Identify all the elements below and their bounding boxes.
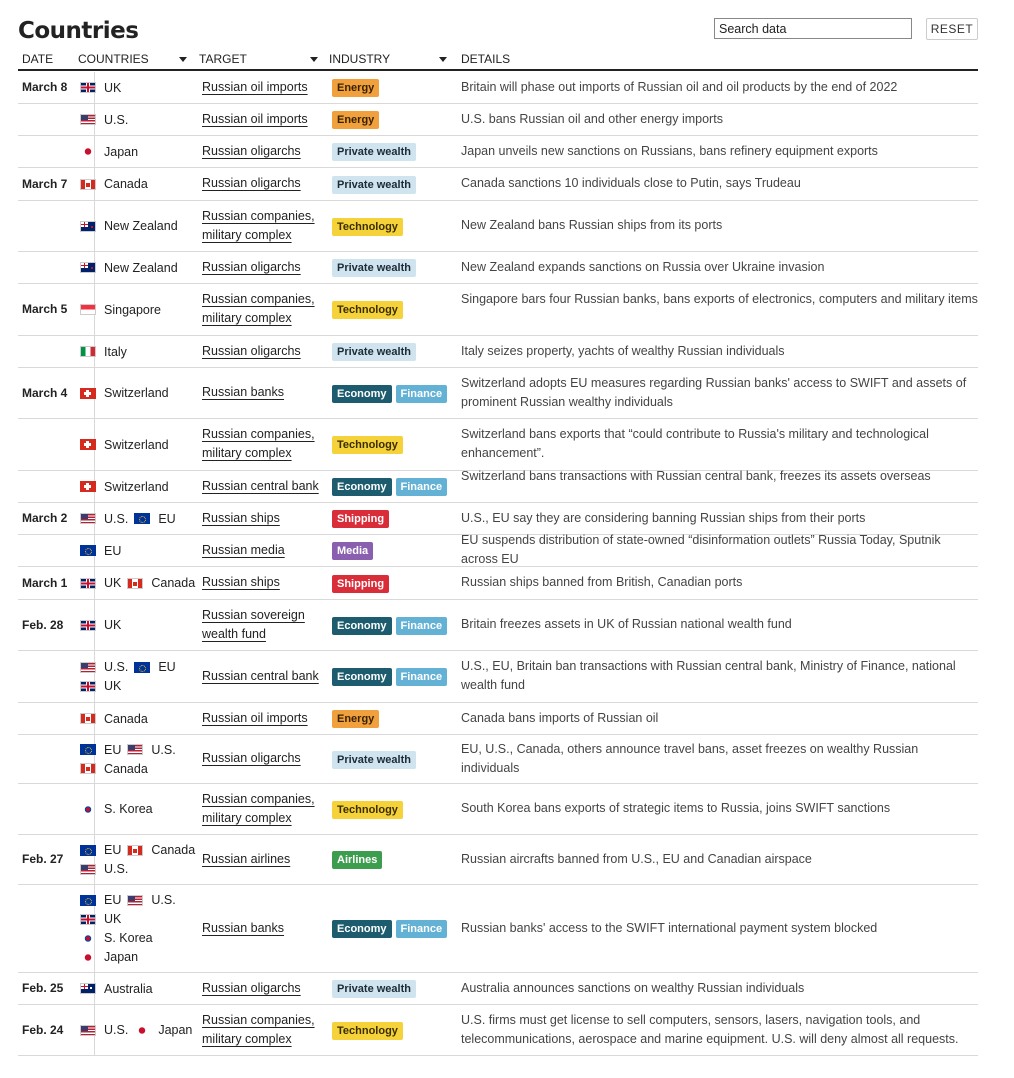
target-cell <box>202 425 320 463</box>
row-date: Feb. 25 <box>22 981 64 995</box>
country-name: Singapore <box>104 302 161 317</box>
industry-badge: Energy <box>332 79 379 97</box>
flag-uk-icon <box>80 578 96 589</box>
details-text: Britain will phase out imports of Russian oil and oil products by the end of 2022 <box>461 79 898 94</box>
industry-filter-chevron-icon[interactable] <box>439 57 447 62</box>
countries-line <box>80 110 134 130</box>
details-text: Canada sanctions 10 individuals close to Putin, says Trudeau <box>461 176 801 190</box>
table-row <box>18 835 978 885</box>
countries-line <box>80 573 201 593</box>
industry-cell <box>332 617 447 635</box>
industry-cell <box>332 436 403 454</box>
flag-eu-icon <box>134 513 150 524</box>
table-row <box>18 104 978 136</box>
table-row <box>18 201 978 252</box>
country-name: U.S. <box>104 112 129 127</box>
target-link[interactable]: military complex <box>202 1031 292 1046</box>
countries-line <box>80 78 127 98</box>
countries-line <box>80 477 175 497</box>
details-text: EU, U.S., Canada, others announce travel bans, asset freezes on wealthy Russian individuals <box>461 741 919 775</box>
target-cell <box>202 919 320 938</box>
target-link[interactable]: Russian companies, <box>202 1012 315 1027</box>
countries-line <box>80 979 159 999</box>
country-name: UK <box>104 80 122 95</box>
industry-badge: Technology <box>332 1022 403 1040</box>
target-link[interactable]: Russian media <box>202 542 285 557</box>
industry-badge: Private wealth <box>332 259 416 277</box>
details-text: New Zealand bans Russian ships from its ports <box>461 218 723 232</box>
industry-badge: Technology <box>332 301 403 319</box>
industry-badge: Private wealth <box>332 176 416 194</box>
target-link[interactable]: Russian central bank <box>202 668 319 683</box>
industry-cell <box>332 920 447 938</box>
target-cell <box>202 667 320 686</box>
row-date: March 4 <box>22 385 68 400</box>
industry-badge: Media <box>332 542 373 560</box>
country-name: Canada <box>104 761 148 776</box>
flag-us-icon <box>80 114 96 125</box>
details-text: Switzerland adopts EU measures regarding Russian banks' access to SWIFT and assets of prominent Russian wealthy individuals <box>461 375 967 409</box>
countries-line <box>80 300 167 320</box>
flag-us-icon <box>80 1025 96 1036</box>
page-title: Countries <box>18 18 139 44</box>
target-link[interactable]: Russian oil imports <box>202 111 308 126</box>
industry-badge: Shipping <box>332 575 389 593</box>
details-text: Russian banks' access to the SWIFT international payment system blocked <box>461 920 878 935</box>
flag-ch-icon <box>80 481 96 492</box>
table-row <box>18 368 978 419</box>
flag-uk-icon <box>80 620 96 631</box>
countries-line <box>80 509 182 529</box>
industry-cell <box>332 751 416 769</box>
table-row <box>18 284 978 336</box>
countries-line <box>80 342 133 362</box>
flag-kr-icon <box>80 933 96 944</box>
industry-cell <box>332 575 389 593</box>
country-name: UK <box>104 679 122 693</box>
details-text: Singapore bars four Russian banks, bans exports of electronics, computers and military items <box>461 292 978 306</box>
target-cell <box>202 207 320 245</box>
industry-badge: Energy <box>332 111 379 129</box>
flag-eu-icon <box>80 895 96 906</box>
target-link[interactable]: Russian oil imports <box>202 710 308 725</box>
countries-line <box>80 799 159 819</box>
row-date: Feb. 24 <box>22 1022 64 1037</box>
details-text: U.S., EU, Britain ban transactions with Russian central bank, Ministry of Finance, national wealth fund <box>461 659 956 692</box>
target-cell <box>202 383 320 402</box>
countries-line <box>80 909 127 929</box>
industry-badge: Technology <box>332 801 403 819</box>
country-name: Switzerland <box>104 386 169 400</box>
country-name: UK <box>104 618 122 632</box>
countries-line <box>80 541 127 561</box>
table-row <box>18 600 978 651</box>
target-cell <box>202 342 320 361</box>
industry-cell <box>332 1022 403 1040</box>
target-cell <box>202 110 320 129</box>
row-date: March 7 <box>22 176 68 191</box>
countries-line <box>80 740 182 760</box>
target-link[interactable]: Russian oligarchs <box>202 176 301 190</box>
country-name: S. Korea <box>104 931 153 945</box>
industry-badge: Airlines <box>332 851 382 869</box>
country-name: Switzerland <box>104 479 169 494</box>
industry-badge: Technology <box>332 436 403 454</box>
country-name: EU <box>158 660 176 674</box>
industry-badge: Economy <box>332 668 392 686</box>
industry-cell <box>332 668 447 686</box>
flag-nz-icon <box>80 262 96 273</box>
countries-line <box>80 435 175 455</box>
column-header-target[interactable]: TARGET <box>199 52 247 66</box>
target-link[interactable]: military complex <box>202 311 292 325</box>
countries-line <box>80 676 127 696</box>
industry-cell <box>332 111 379 129</box>
industry-badge: Energy <box>332 710 379 728</box>
details-text: U.S. bans Russian oil and other energy imports <box>461 111 723 126</box>
country-name: Canada <box>151 843 196 857</box>
table-row <box>18 784 978 835</box>
industry-badge: Finance <box>396 920 448 938</box>
table-row <box>18 973 978 1005</box>
target-cell <box>202 979 320 998</box>
industry-badge: Finance <box>396 478 448 496</box>
industry-cell <box>332 176 416 194</box>
details-text: U.S. firms must get license to sell computers, sensors, lasers, navigation tools, and telecommunications, aerospace and marine equipment. U.S. will deny almost all requests. <box>461 1012 959 1046</box>
industry-badge: Technology <box>332 218 403 236</box>
flag-nz-icon <box>80 221 96 232</box>
industry-cell <box>332 980 416 998</box>
industry-badge: Shipping <box>332 510 389 528</box>
industry-cell <box>332 301 403 319</box>
country-name: EU <box>104 893 122 907</box>
flag-us-icon <box>80 864 96 875</box>
flag-ca-icon <box>127 845 143 856</box>
countries-line <box>80 928 159 948</box>
flag-kr-icon <box>80 804 96 815</box>
target-link[interactable]: Russian companies, <box>202 427 315 441</box>
table-header <box>18 50 978 71</box>
countries-filter-chevron-icon[interactable] <box>179 57 187 62</box>
target-link[interactable]: Russian banks <box>202 385 284 399</box>
countries-line <box>80 840 201 860</box>
flag-uk-icon <box>80 914 96 925</box>
country-name: U.S. <box>151 893 176 907</box>
details-text: South Korea bans exports of strategic items to Russia, joins SWIFT sanctions <box>461 801 891 815</box>
target-cell <box>202 541 320 560</box>
target-cell <box>202 258 320 277</box>
details-text: Japan unveils new sanctions on Russians, bans refinery equipment exports <box>461 143 878 158</box>
country-name: Italy <box>104 344 127 359</box>
flag-ch-icon <box>80 388 96 399</box>
industry-badge: Economy <box>332 617 392 635</box>
country-name: EU <box>158 511 176 526</box>
country-name: U.S. <box>151 742 176 757</box>
row-date: Feb. 28 <box>22 617 64 632</box>
target-cell <box>202 790 320 828</box>
target-cell <box>202 142 320 161</box>
countries-line <box>80 258 184 278</box>
country-name: UK <box>104 576 122 590</box>
row-date: March 2 <box>22 511 68 525</box>
industry-cell <box>332 851 382 869</box>
country-name: Switzerland <box>104 437 169 452</box>
target-link[interactable]: Russian central bank <box>202 478 319 493</box>
table-row <box>18 136 978 168</box>
row-date: March 5 <box>22 302 68 316</box>
flag-ch-icon <box>80 439 96 450</box>
details-text: Switzerland bans transactions with Russian central bank, freezes its assets overseas <box>461 469 931 483</box>
country-name: U.S. <box>104 660 129 674</box>
country-name: Canada <box>104 177 148 191</box>
country-name: Japan <box>158 1023 193 1037</box>
industry-badge: Economy <box>332 478 392 496</box>
target-cell <box>202 477 320 496</box>
country-name: U.S. <box>104 511 129 526</box>
target-link[interactable]: wealth fund <box>202 626 266 641</box>
flag-us-icon <box>127 744 143 755</box>
target-cell <box>202 709 320 728</box>
countries-line <box>80 1020 198 1040</box>
flag-us-icon <box>127 895 143 906</box>
industry-badge: Economy <box>332 385 392 403</box>
table-row <box>18 535 978 567</box>
industry-badge: Private wealth <box>332 343 416 361</box>
reset-button[interactable]: RESET <box>926 18 978 40</box>
target-link[interactable]: military complex <box>202 810 292 825</box>
row-date: March 1 <box>22 575 68 590</box>
target-cell <box>202 850 320 869</box>
countries-line <box>80 709 154 729</box>
flag-ca-icon <box>80 713 96 724</box>
flag-eu-icon <box>80 744 96 755</box>
details-text: Russian ships banned from British, Canadian ports <box>461 575 743 589</box>
countries-line <box>80 383 175 403</box>
target-link[interactable]: Russian airlines <box>202 851 291 866</box>
column-header-details[interactable]: DETAILS <box>461 52 511 66</box>
countries-line <box>80 615 127 635</box>
search-input[interactable] <box>714 18 912 39</box>
industry-cell <box>332 542 373 560</box>
target-link[interactable]: Russian oil imports <box>202 79 308 94</box>
table-row <box>18 252 978 284</box>
flag-sg-icon <box>80 304 96 315</box>
table-row <box>18 703 978 735</box>
flag-jp-icon <box>80 952 96 963</box>
column-header-industry[interactable]: INDUSTRY <box>329 52 391 66</box>
target-link[interactable]: Russian banks <box>202 920 284 935</box>
target-link[interactable]: Russian ships <box>202 575 280 589</box>
country-name: Australia <box>104 981 153 996</box>
flag-eu-icon <box>80 545 96 556</box>
details-text: U.S., EU say they are considering banning Russian ships from their ports <box>461 510 866 525</box>
target-cell <box>202 749 320 768</box>
industry-badge: Private wealth <box>332 980 416 998</box>
flag-au-icon <box>80 983 96 994</box>
target-cell <box>202 573 320 592</box>
target-link[interactable]: Russian ships <box>202 510 280 525</box>
table-row <box>18 168 978 201</box>
details-text: New Zealand expands sanctions on Russia over Ukraine invasion <box>461 259 825 274</box>
countries-line <box>80 142 144 162</box>
industry-badge: Private wealth <box>332 143 416 161</box>
target-link[interactable]: Russian oligarchs <box>202 343 301 358</box>
flag-ca-icon <box>80 179 96 190</box>
target-cell <box>202 174 320 193</box>
countries-line <box>80 759 154 779</box>
target-cell <box>202 1011 320 1049</box>
industry-cell <box>332 143 416 161</box>
industry-badge: Private wealth <box>332 751 416 769</box>
target-link[interactable]: Russian oligarchs <box>202 980 301 995</box>
country-name: EU <box>104 843 122 857</box>
flag-ca-icon <box>127 578 143 589</box>
country-name: Canada <box>151 576 196 590</box>
countries-line <box>80 657 182 677</box>
flag-us-icon <box>80 513 96 524</box>
countries-line <box>80 859 134 879</box>
country-name: New Zealand <box>104 260 178 275</box>
target-link[interactable]: Russian oligarchs <box>202 751 301 765</box>
industry-cell <box>332 478 447 496</box>
target-link[interactable]: Russian oligarchs <box>202 143 301 158</box>
target-link[interactable]: Russian sovereign <box>202 607 305 622</box>
table-row <box>18 1005 978 1056</box>
industry-badge: Finance <box>396 668 448 686</box>
target-cell <box>202 606 320 644</box>
country-name: U.S. <box>104 862 129 876</box>
target-link[interactable]: Russian oligarchs <box>202 259 301 274</box>
countries-line <box>80 216 184 236</box>
table-row <box>18 419 978 471</box>
details-text: Britain freezes assets in UK of Russian national wealth fund <box>461 617 792 631</box>
row-date: March 8 <box>22 80 68 94</box>
target-link[interactable]: military complex <box>202 227 292 242</box>
details-text: Italy seizes property, yachts of wealthy Russian individuals <box>461 343 785 358</box>
target-link[interactable]: military complex <box>202 446 292 460</box>
industry-cell <box>332 385 447 403</box>
details-text: Switzerland bans exports that “could contribute to Russia's military and technological enhancement”. <box>461 427 929 460</box>
row-date: Feb. 27 <box>22 852 64 866</box>
details-text: EU suspends distribution of state-owned “disinformation outlets” Russia Today, Sputnik across EU <box>461 533 941 566</box>
industry-cell <box>332 801 403 819</box>
country-name: Japan <box>104 950 139 964</box>
target-link[interactable]: Russian companies, <box>202 791 315 806</box>
table-row <box>18 885 978 973</box>
flag-uk-icon <box>80 681 96 692</box>
target-cell <box>202 509 320 528</box>
table-row <box>18 72 978 104</box>
details-text: Canada bans imports of Russian oil <box>461 710 659 725</box>
country-name: Japan <box>104 144 139 159</box>
target-cell <box>202 78 320 97</box>
details-text: Australia announces sanctions on wealthy Russian individuals <box>461 980 805 995</box>
country-name: EU <box>104 543 122 558</box>
flag-eu-icon <box>80 845 96 856</box>
country-name: EU <box>104 742 122 757</box>
table-row <box>18 471 978 503</box>
industry-badge: Economy <box>332 920 392 938</box>
target-filter-chevron-icon[interactable] <box>310 57 318 62</box>
flag-it-icon <box>80 346 96 357</box>
industry-badge: Finance <box>396 617 448 635</box>
country-name: UK <box>104 912 122 926</box>
table-row <box>18 735 978 784</box>
flag-eu-icon <box>134 662 150 673</box>
industry-cell <box>332 510 389 528</box>
industry-badge: Finance <box>396 385 448 403</box>
industry-cell <box>332 218 403 236</box>
table-row <box>18 567 978 600</box>
column-header-countries[interactable]: COUNTRIES <box>78 52 149 66</box>
table-row <box>18 336 978 368</box>
countries-line <box>80 890 182 910</box>
countries-line <box>80 174 154 194</box>
country-name: Canada <box>104 711 148 726</box>
industry-cell <box>332 343 416 361</box>
flag-uk-icon <box>80 82 96 93</box>
country-name: S. Korea <box>104 802 153 816</box>
industry-cell <box>332 259 416 277</box>
column-header-date[interactable]: DATE <box>22 52 54 66</box>
details-text: Russian aircrafts banned from U.S., EU and Canadian airspace <box>461 851 812 866</box>
flag-jp-icon <box>134 1025 150 1036</box>
table-row <box>18 651 978 703</box>
country-name: New Zealand <box>104 219 178 233</box>
target-link[interactable]: Russian companies, <box>202 292 315 306</box>
target-cell <box>202 290 320 328</box>
flag-jp-icon <box>80 146 96 157</box>
flag-ca-icon <box>80 763 96 774</box>
industry-cell <box>332 79 379 97</box>
countries-line <box>80 947 144 967</box>
flag-us-icon <box>80 662 96 673</box>
industry-cell <box>332 710 379 728</box>
country-name: U.S. <box>104 1023 129 1037</box>
target-link[interactable]: Russian companies, <box>202 208 315 223</box>
